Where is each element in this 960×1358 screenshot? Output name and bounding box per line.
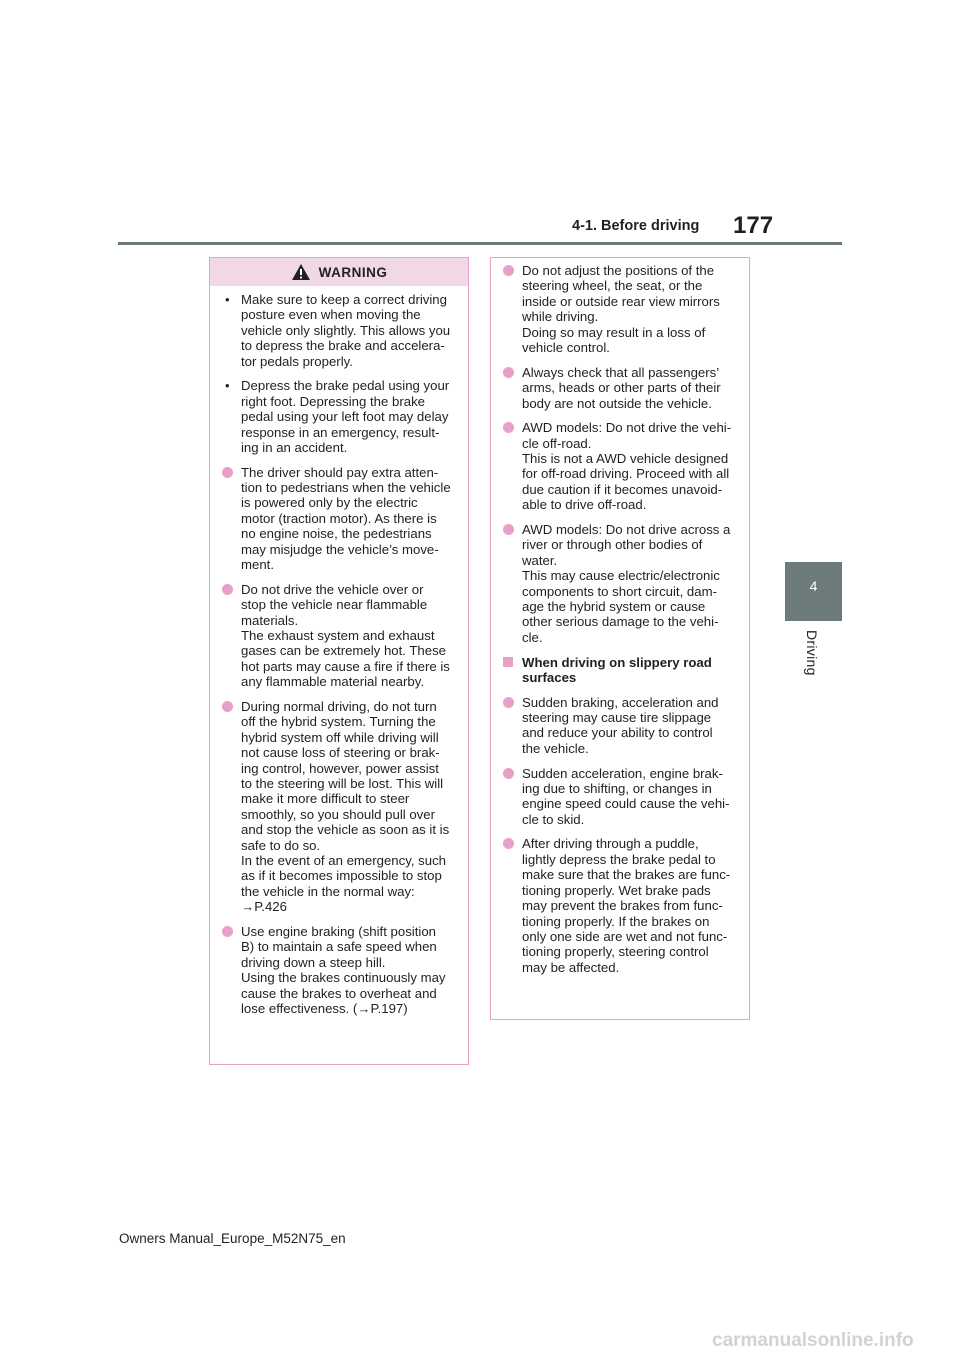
item-text: Use engine braking (shift position B) to maintain a safe speed when driving down a steep hill. Using the brakes continuously may cause the brakes to overheat and lose effectiveness. (→P.197) bbox=[241, 923, 446, 1016]
warning-item bbox=[503, 836, 737, 975]
circle-marker-icon bbox=[503, 265, 514, 276]
circle-marker-icon bbox=[222, 467, 233, 478]
circle-marker-icon bbox=[503, 697, 514, 708]
circle-marker-icon bbox=[503, 422, 514, 433]
watermark: carmanualsonline.info bbox=[712, 1330, 914, 1351]
circle-marker-icon bbox=[503, 768, 514, 779]
item-text: Sudden braking, acceleration and steering may cause tire slippage and reduce your ability to control the vehicle. bbox=[522, 694, 719, 756]
warning-item bbox=[503, 365, 737, 411]
warning-left-content bbox=[210, 286, 468, 1016]
warning-title: WARNING bbox=[318, 264, 388, 280]
item-text: Sudden acceleration, engine brak- ing due to shifting, or changes in engine speed could cause the vehi- cle to skid. bbox=[522, 765, 730, 827]
warning-item bbox=[222, 292, 456, 369]
item-text: Depress the brake pedal using your right foot. Depressing the brake pedal using your left foot may delay response in an emergency, result- ing in an accident. bbox=[241, 378, 450, 455]
item-text: When driving on slippery road surfaces bbox=[522, 654, 712, 685]
item-text: Do not adjust the positions of the steering wheel, the seat, or the inside or outside rear view mirrors while driving. Doing so may result in a loss of vehicle control. bbox=[522, 263, 720, 356]
item-text: Make sure to keep a correct driving posture even when moving the vehicle only slightly. This allows you to depress the brake and accelera- tor pedals properly. bbox=[241, 292, 451, 369]
warning-item bbox=[503, 263, 737, 355]
square-marker-icon bbox=[503, 657, 513, 667]
warning-item bbox=[503, 695, 737, 757]
item-text: Do not drive the vehicle over or stop the vehicle near flammable materials. The exhaust system and exhaust gases can be extremely hot. These hot parts may cause a fire if there is any flammable material nearby. bbox=[241, 581, 450, 690]
warning-item bbox=[222, 582, 456, 690]
section-title: 4-1. Before driving bbox=[572, 218, 700, 234]
footer-text: Owners Manual_Europe_M52N75_en bbox=[119, 1231, 346, 1246]
header-rule bbox=[118, 242, 842, 245]
warning-item bbox=[222, 378, 456, 455]
circle-marker-icon bbox=[503, 524, 514, 535]
item-text: AWD models: Do not drive the vehi- cle off-road. This is not a AWD vehicle designed for off-road driving. Proceed with all due caution if it becomes unavoid- able to drive off-road. bbox=[522, 420, 732, 513]
warning-triangle-icon bbox=[291, 263, 311, 281]
warning-item bbox=[222, 465, 456, 573]
warning-item bbox=[503, 522, 737, 645]
warning-item bbox=[503, 420, 737, 512]
chapter-label: Driving bbox=[804, 630, 820, 676]
warning-item bbox=[222, 924, 456, 1016]
warning-item bbox=[222, 699, 456, 915]
warning-box-left bbox=[209, 257, 469, 1065]
item-text: The driver should pay extra atten- tion to pedestrians when the vehicle is powered only by the electric motor (traction motor). As there is no engine noise, the pedestrians may misjudge the vehicle’s move- ment. bbox=[241, 464, 451, 573]
circle-marker-icon bbox=[222, 926, 233, 937]
bullet-icon: • bbox=[225, 378, 230, 394]
item-text: AWD models: Do not drive across a river or through other bodies of water. This may cause electric/electronic components to short circuit, dam- age the hybrid system or cause other serious damage to the vehi- cle. bbox=[522, 521, 731, 645]
warning-right-content bbox=[491, 258, 749, 975]
item-text: During normal driving, do not turn off the hybrid system. Turning the hybrid system off while driving will not cause loss of steering or brak- ing control, however, power assist to the steering will be lost. This will make it more difficult to steer smoothly, so you should pull over and stop the vehicle as soon as it is safe to do so. In the event of an emergency, such as if it becomes impossible to stop the vehicle in the normal way: →P.426 bbox=[241, 698, 450, 915]
circle-marker-icon bbox=[503, 838, 514, 849]
circle-marker-icon bbox=[222, 584, 233, 595]
warning-item bbox=[503, 766, 737, 828]
warning-header bbox=[210, 258, 468, 286]
bullet-icon: • bbox=[225, 292, 230, 307]
subheading bbox=[503, 655, 737, 686]
chapter-number: 4 bbox=[809, 578, 818, 594]
page-number: 177 bbox=[733, 212, 774, 239]
circle-marker-icon bbox=[222, 701, 233, 712]
circle-marker-icon bbox=[503, 367, 514, 378]
item-text: Always check that all passengers’ arms, heads or other parts of their body are not outside the vehicle. bbox=[522, 364, 721, 411]
warning-box-right bbox=[490, 257, 750, 1020]
item-text: After driving through a puddle, lightly depress the brake pedal to make sure that the brakes are func- tioning properly. Wet brake pads may prevent the brakes from func- tioning properly. If the brakes on only one side are wet and not func- tioning properly, steering control may be affected. bbox=[522, 836, 731, 975]
